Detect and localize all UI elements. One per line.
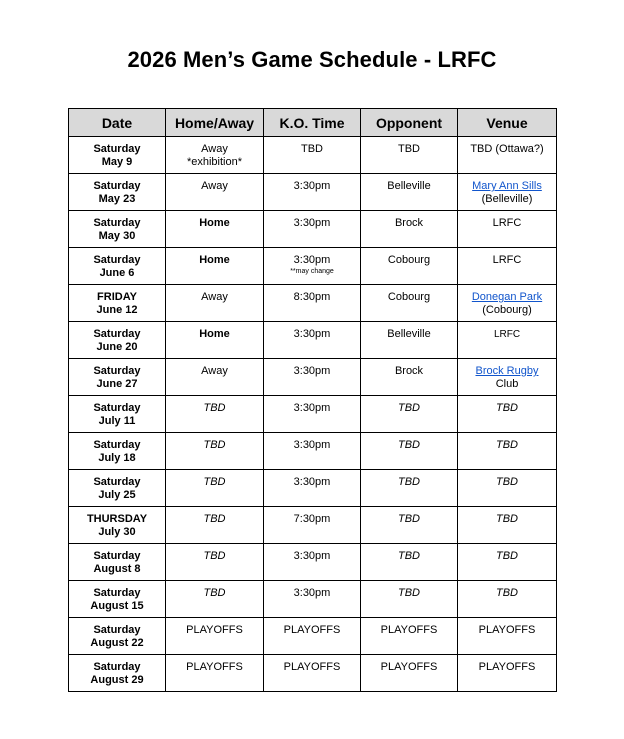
date-cell — [69, 359, 166, 396]
opponent-cell — [361, 174, 458, 211]
ko-time-label: PLAYOFFS — [283, 661, 341, 673]
opponent-label: PLAYOFFS — [380, 661, 438, 673]
opponent-cell — [361, 137, 458, 174]
opponent-cell — [361, 655, 458, 692]
ko-time-cell — [264, 618, 361, 655]
home-away-cell — [166, 507, 264, 544]
venue-label: TBD — [496, 587, 518, 599]
venue-link[interactable]: Mary Ann Sills — [472, 180, 542, 192]
ko-time-label: 3:30pm — [293, 217, 331, 229]
venue-cell — [458, 137, 557, 174]
ko-time-label: 3:30pm — [293, 328, 331, 340]
ko-time-label: 3:30pm — [293, 180, 331, 192]
opponent-label: Cobourg — [387, 254, 431, 266]
venue-label: TBD — [496, 402, 518, 414]
opponent-cell — [361, 396, 458, 433]
day-label: Saturday — [93, 365, 141, 377]
venue-label: TBD — [496, 513, 518, 525]
home-away-label: Away — [201, 365, 228, 377]
ko-time-label: 3:30pm — [293, 587, 331, 599]
ko-time-cell — [264, 396, 361, 433]
date-cell — [69, 618, 166, 655]
date-cell — [69, 137, 166, 174]
home-away-label: TBD — [203, 476, 226, 488]
ko-time-cell — [264, 211, 361, 248]
date-cell — [69, 581, 166, 618]
opponent-label: Belleville — [387, 180, 431, 192]
venue-sub-label: Club — [495, 378, 519, 390]
venue-cell — [458, 285, 557, 322]
page-title: 2026 Men’s Game Schedule - LRFC — [127, 47, 497, 72]
day-label: Saturday — [93, 587, 141, 599]
date-label: August 15 — [90, 600, 144, 612]
venue-cell — [458, 248, 557, 285]
home-away-cell — [166, 248, 264, 285]
day-label: Saturday — [93, 476, 141, 488]
header-date: Date — [69, 109, 166, 137]
opponent-label: TBD — [398, 402, 420, 414]
day-label: Saturday — [93, 217, 141, 229]
date-label: July 25 — [98, 489, 136, 501]
table-row — [69, 507, 557, 544]
table-row — [69, 248, 557, 285]
venue-label: PLAYOFFS — [478, 661, 536, 673]
home-away-cell — [166, 470, 264, 507]
header-ko-time: K.O. Time — [264, 109, 361, 137]
venue-label: PLAYOFFS — [478, 624, 536, 636]
opponent-label: TBD — [398, 439, 420, 451]
ko-time-cell — [264, 655, 361, 692]
date-label: July 11 — [98, 415, 136, 427]
home-away-label: Away — [201, 291, 228, 303]
date-cell — [69, 470, 166, 507]
ko-time-label: 3:30pm — [293, 550, 331, 562]
venue-label: TBD — [496, 476, 518, 488]
opponent-label: Brock — [394, 217, 424, 229]
date-label: August 22 — [90, 637, 144, 649]
table-row — [69, 618, 557, 655]
ko-time-cell — [264, 470, 361, 507]
ko-time-cell — [264, 248, 361, 285]
day-label: Saturday — [93, 180, 141, 192]
venue-cell — [458, 655, 557, 692]
table-row — [69, 470, 557, 507]
table-row — [69, 211, 557, 248]
ko-time-note: **may change — [290, 268, 334, 275]
date-cell — [69, 322, 166, 359]
opponent-cell — [361, 507, 458, 544]
table-row — [69, 174, 557, 211]
venue-cell — [458, 544, 557, 581]
date-cell — [69, 396, 166, 433]
ko-time-label: 3:30pm — [293, 476, 331, 488]
ko-time-label: 3:30pm — [293, 254, 331, 266]
home-away-cell — [166, 174, 264, 211]
date-label: July 18 — [98, 452, 136, 464]
home-away-cell — [166, 359, 264, 396]
ko-time-cell — [264, 433, 361, 470]
ko-time-cell — [264, 174, 361, 211]
ko-time-cell — [264, 359, 361, 396]
opponent-cell — [361, 433, 458, 470]
opponent-cell — [361, 211, 458, 248]
home-away-label: TBD — [203, 513, 226, 525]
table-row — [69, 655, 557, 692]
opponent-label: Brock — [394, 365, 424, 377]
venue-cell — [458, 359, 557, 396]
schedule-table — [68, 108, 557, 692]
home-away-label: PLAYOFFS — [186, 661, 243, 673]
venue-link[interactable]: Brock Rugby — [475, 365, 539, 377]
ko-time-label: 7:30pm — [293, 513, 331, 525]
opponent-cell — [361, 581, 458, 618]
opponent-label: TBD — [398, 513, 420, 525]
home-away-label: PLAYOFFS — [186, 624, 243, 636]
day-label: Saturday — [93, 624, 141, 636]
date-label: May 23 — [98, 193, 136, 205]
venue-sub-label: (Belleville) — [481, 193, 533, 205]
home-away-note: *exhibition* — [186, 156, 243, 168]
date-cell — [69, 507, 166, 544]
opponent-cell — [361, 285, 458, 322]
date-label: June 20 — [96, 341, 138, 353]
date-cell — [69, 174, 166, 211]
date-label: June 27 — [96, 378, 138, 390]
venue-cell — [458, 433, 557, 470]
day-label: Saturday — [93, 254, 141, 266]
date-cell — [69, 433, 166, 470]
venue-cell — [458, 174, 557, 211]
venue-cell — [458, 211, 557, 248]
schedule-body — [69, 137, 557, 692]
venue-sub-label: (Cobourg) — [482, 304, 532, 316]
opponent-label: PLAYOFFS — [380, 624, 438, 636]
ko-time-cell — [264, 285, 361, 322]
home-away-label: Home — [199, 217, 230, 229]
day-label: Saturday — [93, 328, 141, 340]
home-away-cell — [166, 285, 264, 322]
home-away-label: TBD — [203, 550, 226, 562]
opponent-cell — [361, 322, 458, 359]
opponent-label: TBD — [398, 587, 420, 599]
ko-time-cell — [264, 507, 361, 544]
ko-time-label: PLAYOFFS — [283, 624, 341, 636]
home-away-label: TBD — [203, 587, 226, 599]
table-row — [69, 137, 557, 174]
ko-time-label: 8:30pm — [293, 291, 331, 303]
table-row — [69, 322, 557, 359]
date-label: July 30 — [98, 526, 136, 538]
day-label: THURSDAY — [86, 513, 148, 525]
opponent-label: TBD — [398, 476, 420, 488]
venue-label: TBD (Ottawa?) — [470, 143, 544, 155]
day-label: Saturday — [93, 661, 141, 673]
venue-cell — [458, 507, 557, 544]
day-label: Saturday — [93, 439, 141, 451]
venue-cell — [458, 396, 557, 433]
date-cell — [69, 211, 166, 248]
home-away-cell — [166, 655, 264, 692]
ko-time-label: TBD — [301, 143, 323, 155]
opponent-cell — [361, 544, 458, 581]
date-label: May 30 — [98, 230, 136, 242]
date-cell — [69, 248, 166, 285]
opponent-cell — [361, 618, 458, 655]
opponent-label: Cobourg — [387, 291, 431, 303]
date-cell — [69, 285, 166, 322]
venue-label: TBD — [496, 439, 518, 451]
opponent-label: TBD — [398, 143, 420, 155]
table-row — [69, 581, 557, 618]
venue-label: LRFC — [492, 254, 522, 266]
day-label: Saturday — [93, 143, 141, 155]
day-label: FRIDAY — [97, 291, 137, 303]
ko-time-cell — [264, 322, 361, 359]
date-label: June 12 — [96, 304, 138, 316]
home-away-label: Home — [199, 328, 230, 340]
home-away-label: Away — [201, 143, 228, 155]
home-away-cell — [166, 322, 264, 359]
venue-cell — [458, 581, 557, 618]
ko-time-cell — [264, 137, 361, 174]
day-label: Saturday — [93, 550, 141, 562]
header-home-away: Home/Away — [166, 109, 264, 137]
table-row — [69, 433, 557, 470]
opponent-cell — [361, 359, 458, 396]
home-away-cell — [166, 544, 264, 581]
opponent-label: TBD — [398, 550, 420, 562]
table-row — [69, 285, 557, 322]
date-cell — [69, 655, 166, 692]
home-away-cell — [166, 211, 264, 248]
home-away-cell — [166, 433, 264, 470]
home-away-cell — [166, 137, 264, 174]
home-away-cell — [166, 581, 264, 618]
day-label: Saturday — [93, 402, 141, 414]
table-row — [69, 544, 557, 581]
home-away-label: TBD — [203, 402, 226, 414]
opponent-label: Belleville — [387, 328, 431, 340]
venue-label: TBD — [496, 550, 518, 562]
home-away-label: Away — [201, 180, 228, 192]
table-row — [69, 359, 557, 396]
opponent-cell — [361, 470, 458, 507]
ko-time-label: 3:30pm — [293, 365, 331, 377]
venue-cell — [458, 322, 557, 359]
venue-link[interactable]: Donegan Park — [471, 291, 543, 303]
home-away-cell — [166, 396, 264, 433]
date-cell — [69, 544, 166, 581]
table-row — [69, 396, 557, 433]
date-label: August 8 — [93, 563, 141, 575]
venue-cell — [458, 470, 557, 507]
venue-label: LRFC — [493, 329, 521, 340]
date-label: August 29 — [90, 674, 144, 686]
date-label: May 9 — [101, 156, 133, 168]
ko-time-cell — [264, 544, 361, 581]
home-away-label: TBD — [203, 439, 226, 451]
home-away-cell — [166, 618, 264, 655]
venue-label: LRFC — [492, 217, 522, 229]
opponent-cell — [361, 248, 458, 285]
home-away-label: Home — [199, 254, 230, 266]
header-row — [69, 109, 557, 137]
ko-time-cell — [264, 581, 361, 618]
ko-time-label: 3:30pm — [293, 402, 331, 414]
date-label: June 6 — [99, 267, 135, 279]
header-opponent: Opponent — [361, 109, 458, 137]
venue-cell — [458, 618, 557, 655]
ko-time-label: 3:30pm — [293, 439, 331, 451]
header-venue: Venue — [458, 109, 557, 137]
